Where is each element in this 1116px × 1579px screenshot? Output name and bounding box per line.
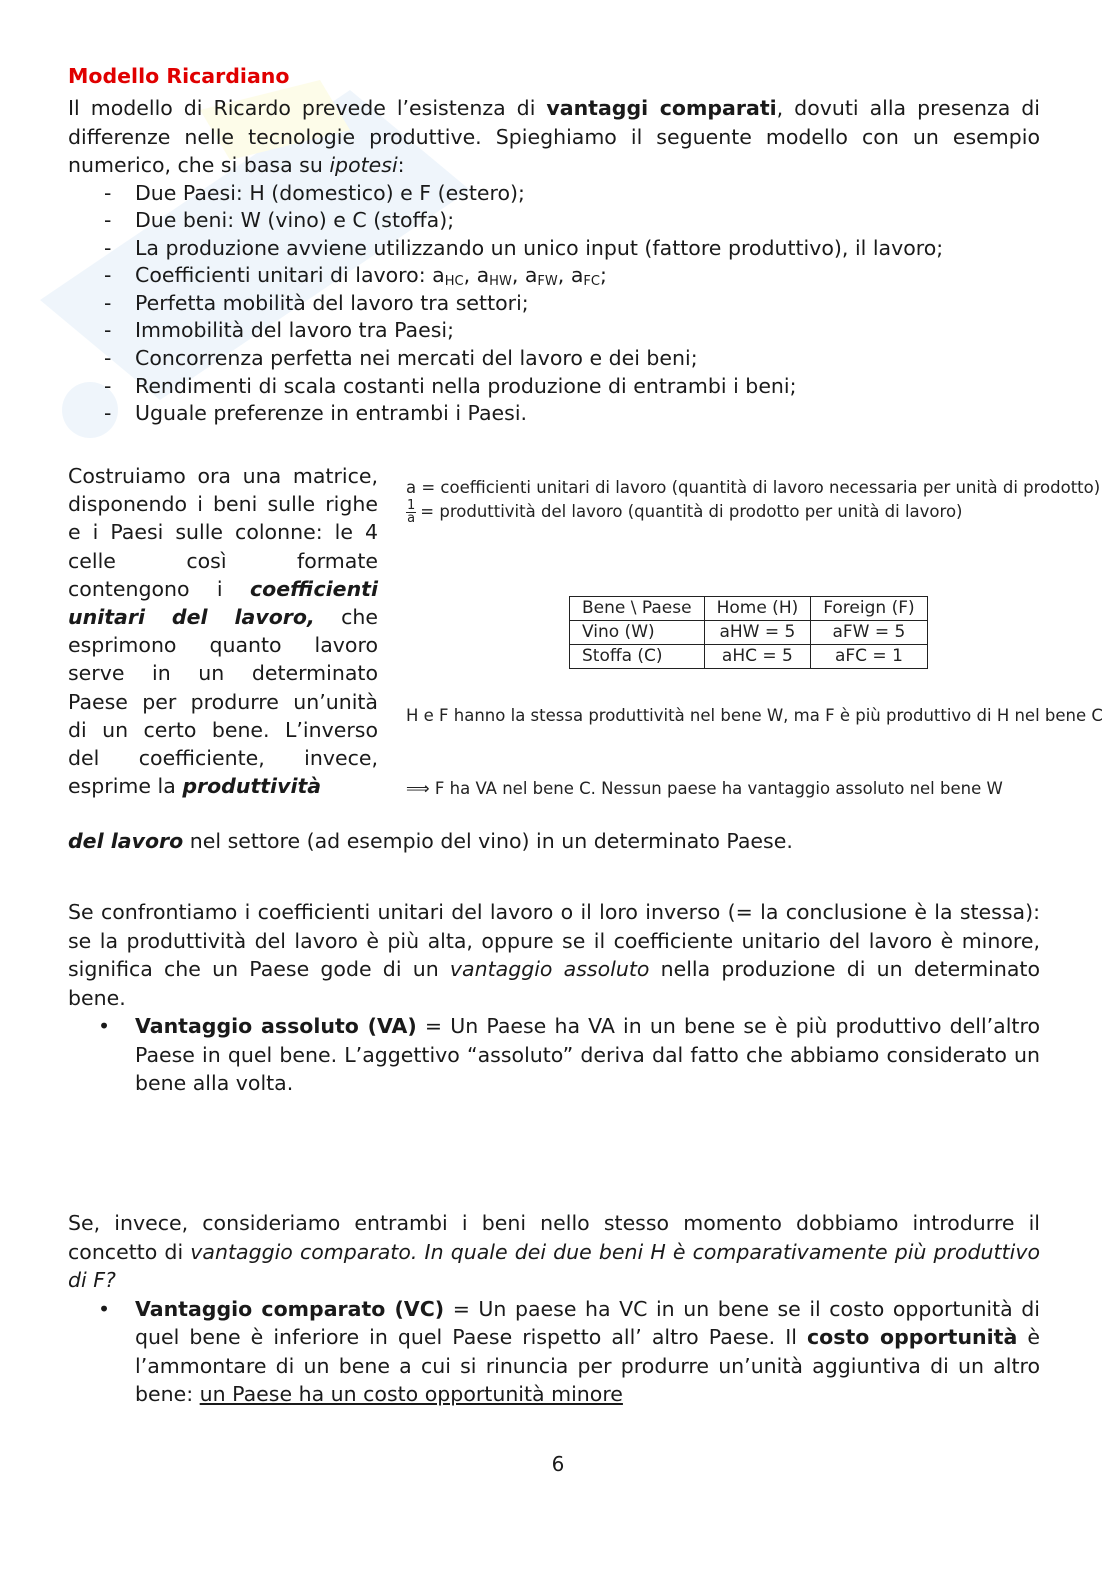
coef-a: a xyxy=(432,263,445,288)
list-item: - Rendimenti di scala costanti nella produzione di entrambi i beni; xyxy=(68,373,1040,401)
hypotheses-list xyxy=(68,180,1040,428)
table-cell: aHC = 5 xyxy=(704,645,811,669)
comparative-advantage-list xyxy=(68,1295,1040,1409)
comparative-advantage-section xyxy=(68,1209,1040,1409)
absolute-advantage-list xyxy=(68,1012,1040,1098)
fraction xyxy=(406,500,416,525)
table-row xyxy=(570,621,928,645)
absolute-advantage-section xyxy=(68,898,1040,1098)
table-cell: Vino (W) xyxy=(570,621,705,645)
list-item: - Due beni: W (vino) e C (stoffa); xyxy=(68,207,1040,235)
coef-sub: HC xyxy=(444,274,464,290)
matrix-bold-italic-3: del lavoro xyxy=(68,829,184,853)
absolute-advantage-paragraph xyxy=(68,898,1040,1012)
productivity-text: = produttività del lavoro (quantità di prodotto per unità di lavoro) xyxy=(420,502,963,521)
coef-sub: FC xyxy=(583,274,600,290)
matrix-paragraph xyxy=(68,462,378,800)
intro-bold: vantaggi comparati xyxy=(546,96,777,120)
sec3-bullet-underline: un Paese ha un costo opportunità minore xyxy=(199,1382,623,1406)
coef-sep: , xyxy=(463,263,477,288)
list-item: - Perfetta mobilità del lavoro tra settori; xyxy=(68,290,1040,318)
list-item: - Immobilità del lavoro tra Paesi; xyxy=(68,317,1040,345)
list-item xyxy=(68,1295,1040,1409)
coef-sub: HW xyxy=(489,274,512,290)
matrix-bold-italic-2: produttività xyxy=(182,774,322,799)
main-content xyxy=(68,62,1040,428)
intro-text-2: , dovuti alla presenza di differenze nelle tecnologie produttive. Spieghiamo il seguente modello con un esempio numerico, che si basa su xyxy=(68,96,1040,177)
figure-note: H e F hanno la stessa produttività nel bene W, ma F è più produttivo di H nel bene C xyxy=(406,706,1103,725)
list-item: - Due Paesi: H (domestico) e F (estero); xyxy=(68,180,1040,208)
intro-italic: ipotesi xyxy=(329,153,398,177)
table-header-cell: Bene \ Paese xyxy=(570,597,705,621)
sec2-italic: vantaggio assoluto xyxy=(449,957,650,981)
sec2-text-2: nella produzione di un determinato bene. xyxy=(68,957,1040,1010)
list-item: - La produzione avviene utilizzando un unico input (fattore produttivo), il lavoro; xyxy=(68,235,1040,263)
sec3-bullet-text-1: = Un paese ha VC in un bene se il costo opportunità di quel bene è inferiore in quel Paese rispetto all’ altro Paese. Il xyxy=(135,1296,1040,1349)
table-cell: aHW = 5 xyxy=(704,621,811,645)
page-number: 6 xyxy=(551,1452,565,1476)
list-item: - Concorrenza perfetta nei mercati del lavoro e dei beni; xyxy=(68,345,1040,373)
sec2-bullet-text: = Un Paese ha VA in un bene se è più produttivo dell’altro Paese in quel bene. L’aggettivo “assoluto” deriva dal fatto che abbiamo considerato un bene alla volta. xyxy=(135,1014,1040,1095)
matrix-paragraph-continued xyxy=(68,827,1040,855)
coef-a: a xyxy=(476,263,490,288)
sec2-bullet-bold: Vantaggio assoluto (VA) xyxy=(135,1014,417,1038)
coefficients-figure xyxy=(406,476,1106,798)
fraction-numerator: 1 xyxy=(407,498,416,513)
matrix-bold-italic-1: coefficienti unitari del lavoro, xyxy=(68,576,378,630)
matrix-text-3: nel settore (ad esempio del vino) in un determinato Paese. xyxy=(183,829,793,853)
coef-prefix: Coefficienti unitari di lavoro: xyxy=(135,263,433,288)
sec3-italic: vantaggio comparato. In quale dei due beni H è comparativamente più produttivo di F? xyxy=(68,1239,1040,1292)
table-cell: aFC = 1 xyxy=(811,645,927,669)
matrix-text-1: Costruiamo ora una matrice, disponendo i beni sulle righe e i Paesi sulle colonne: le 4 celle così formate contengono i xyxy=(68,464,378,601)
fraction-denominator: a xyxy=(407,511,416,526)
coef-a: a xyxy=(524,263,538,288)
comparative-advantage-paragraph xyxy=(68,1209,1040,1295)
figure-definition-productivity xyxy=(406,500,1106,525)
figure-definition-a: a = coefficienti unitari di lavoro (quantità di lavoro necessaria per unità di prodotto) xyxy=(406,478,1101,497)
sec3-bullet-text-2: è l’ammontare di un bene a cui si rinuncia per produrre un’unità aggiuntiva di un altro bene: xyxy=(135,1325,1040,1406)
coef-sep: , xyxy=(511,263,525,288)
sec3-bullet-bold-2: costo opportunità xyxy=(807,1325,1018,1349)
intro-text-1: Il modello di Ricardo prevede l’esistenza di xyxy=(68,96,547,120)
intro-paragraph xyxy=(68,94,1040,180)
matrix-text-2: che esprimono quanto lavoro serve in un determinato Paese per produrre un’unità di un certo bene. L’inverso del coefficiente, invece, esprime la xyxy=(68,605,378,799)
coefficients-table xyxy=(569,596,928,669)
section-title: Modello Ricardiano xyxy=(68,64,290,88)
table-header-row xyxy=(570,597,928,621)
table-row xyxy=(570,645,928,669)
list-item: - Uguale preferenze in entrambi i Paesi. xyxy=(68,400,1040,428)
coef-a: a xyxy=(570,263,584,288)
coef-sub: FW xyxy=(537,274,558,290)
sec3-text-1: Se, invece, consideriamo entrambi i beni nello stesso momento dobbiamo introdurre il concetto di xyxy=(68,1211,1040,1264)
sec3-bullet-bold: Vantaggio comparato (VC) xyxy=(135,1296,445,1321)
coef-sep: , xyxy=(557,263,571,288)
list-item xyxy=(68,262,1040,290)
table-header-cell: Home (H) xyxy=(704,597,811,621)
sec2-text-1: Se confrontiamo i coefficienti unitari del lavoro o il loro inverso (= la conclusione è la stessa): se la produttività del lavoro è più alta, oppure se il coefficiente unitario del lavoro è minore, significa che un Paese gode di un xyxy=(68,900,1040,981)
table-header-cell: Foreign (F) xyxy=(811,597,927,621)
figure-implication: ⟹ F ha VA nel bene C. Nessun paese ha vantaggio assoluto nel bene W xyxy=(406,779,1003,798)
list-item xyxy=(68,1012,1040,1098)
coef-end: ; xyxy=(599,263,607,288)
intro-text-3: : xyxy=(397,153,405,177)
table-cell: aFW = 5 xyxy=(811,621,927,645)
table-cell: Stoffa (C) xyxy=(570,645,705,669)
